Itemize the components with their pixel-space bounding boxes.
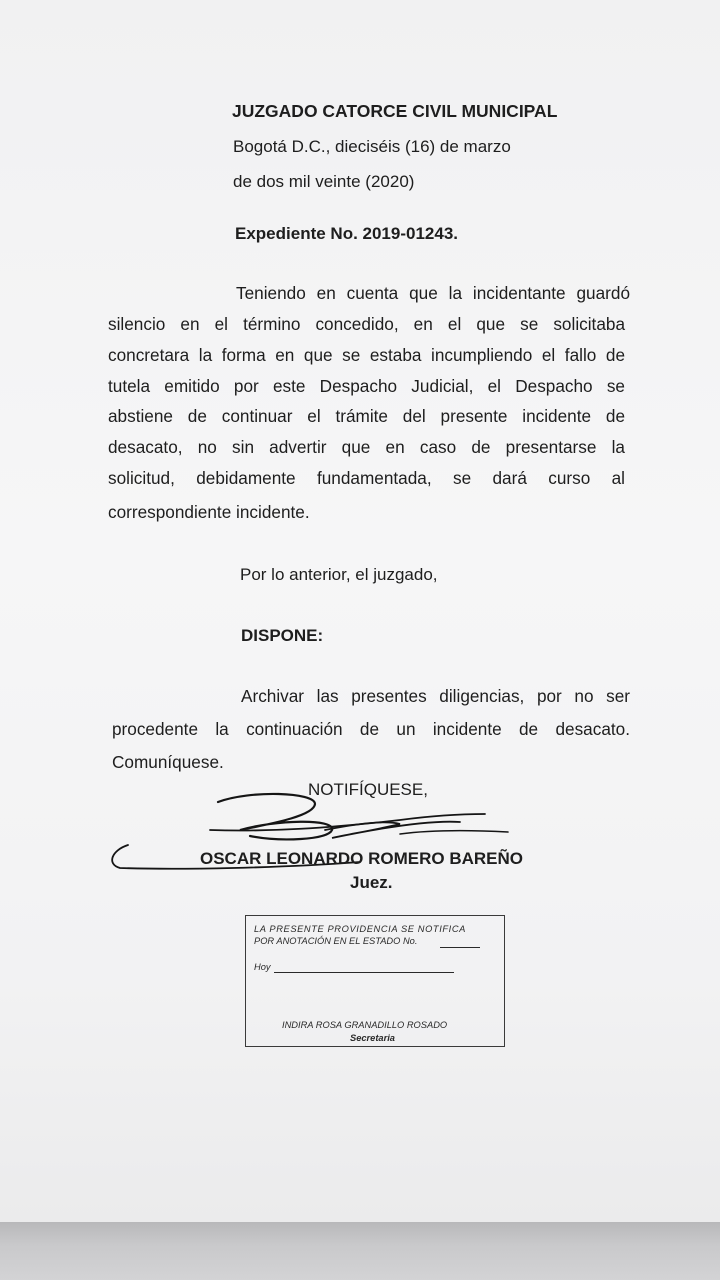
stamp-line-2: POR ANOTACIÓN EN EL ESTADO No.: [254, 936, 418, 946]
paragraph-1-line: solicitud, debidamente fundamentada, se dará curso al: [108, 468, 625, 488]
paragraph-2-line: Comuníquese.: [112, 752, 224, 772]
stamp-hoy-label: Hoy: [254, 962, 271, 972]
surface-edge: [0, 1222, 720, 1280]
paragraph-1-line: tutela emitido por este Despacho Judicial, el Despacho se: [108, 376, 625, 396]
notification-stamp: [245, 915, 505, 1047]
date-line-2: de dos mil veinte (2020): [233, 172, 415, 191]
paragraph-1-line: correspondiente incidente.: [108, 502, 310, 522]
stamp-secretary-name: INDIRA ROSA GRANADILLO ROSADO: [282, 1020, 448, 1030]
paragraph-1-line: Teniendo en cuenta que la incidentante guardó: [236, 283, 630, 303]
paragraph-1-line: abstiene de continuar el trámite del presente incidente de: [108, 406, 625, 426]
intro-line: Por lo anterior, el juzgado,: [240, 565, 438, 584]
paragraph-1-line: concretara la forma en que se estaba incumpliendo el fallo de: [108, 345, 625, 365]
closing-notifiquese: NOTIFÍQUESE,: [308, 780, 428, 799]
paragraph-1-line: silencio en el término concedido, en el que se solicitaba: [108, 314, 625, 334]
date-line-1: Bogotá D.C., dieciséis (16) de marzo: [233, 137, 511, 156]
paragraph-2-line: Archivar las presentes diligencias, por no ser: [241, 686, 630, 706]
case-number: Expediente No. 2019-01243.: [235, 224, 459, 243]
stamp-line-1: LA PRESENTE PROVIDENCIA SE NOTIFICA: [254, 924, 466, 934]
court-heading: JUZGADO CATORCE CIVIL MUNICIPAL: [232, 101, 558, 121]
stamp-number-blank: [440, 947, 480, 948]
paragraph-1-line: desacato, no sin advertir que en caso de presentarse la: [108, 437, 625, 457]
judge-title: Juez.: [350, 873, 393, 892]
stamp-secretary-title: Secretaria: [350, 1033, 395, 1043]
paragraph-2-line: procedente la continuación de un incidente de desacato.: [112, 719, 630, 739]
stamp-date-blank: [274, 972, 454, 973]
judge-name: OSCAR LEONARDO ROMERO BAREÑO: [200, 849, 524, 868]
dispone-heading: DISPONE:: [241, 626, 324, 645]
